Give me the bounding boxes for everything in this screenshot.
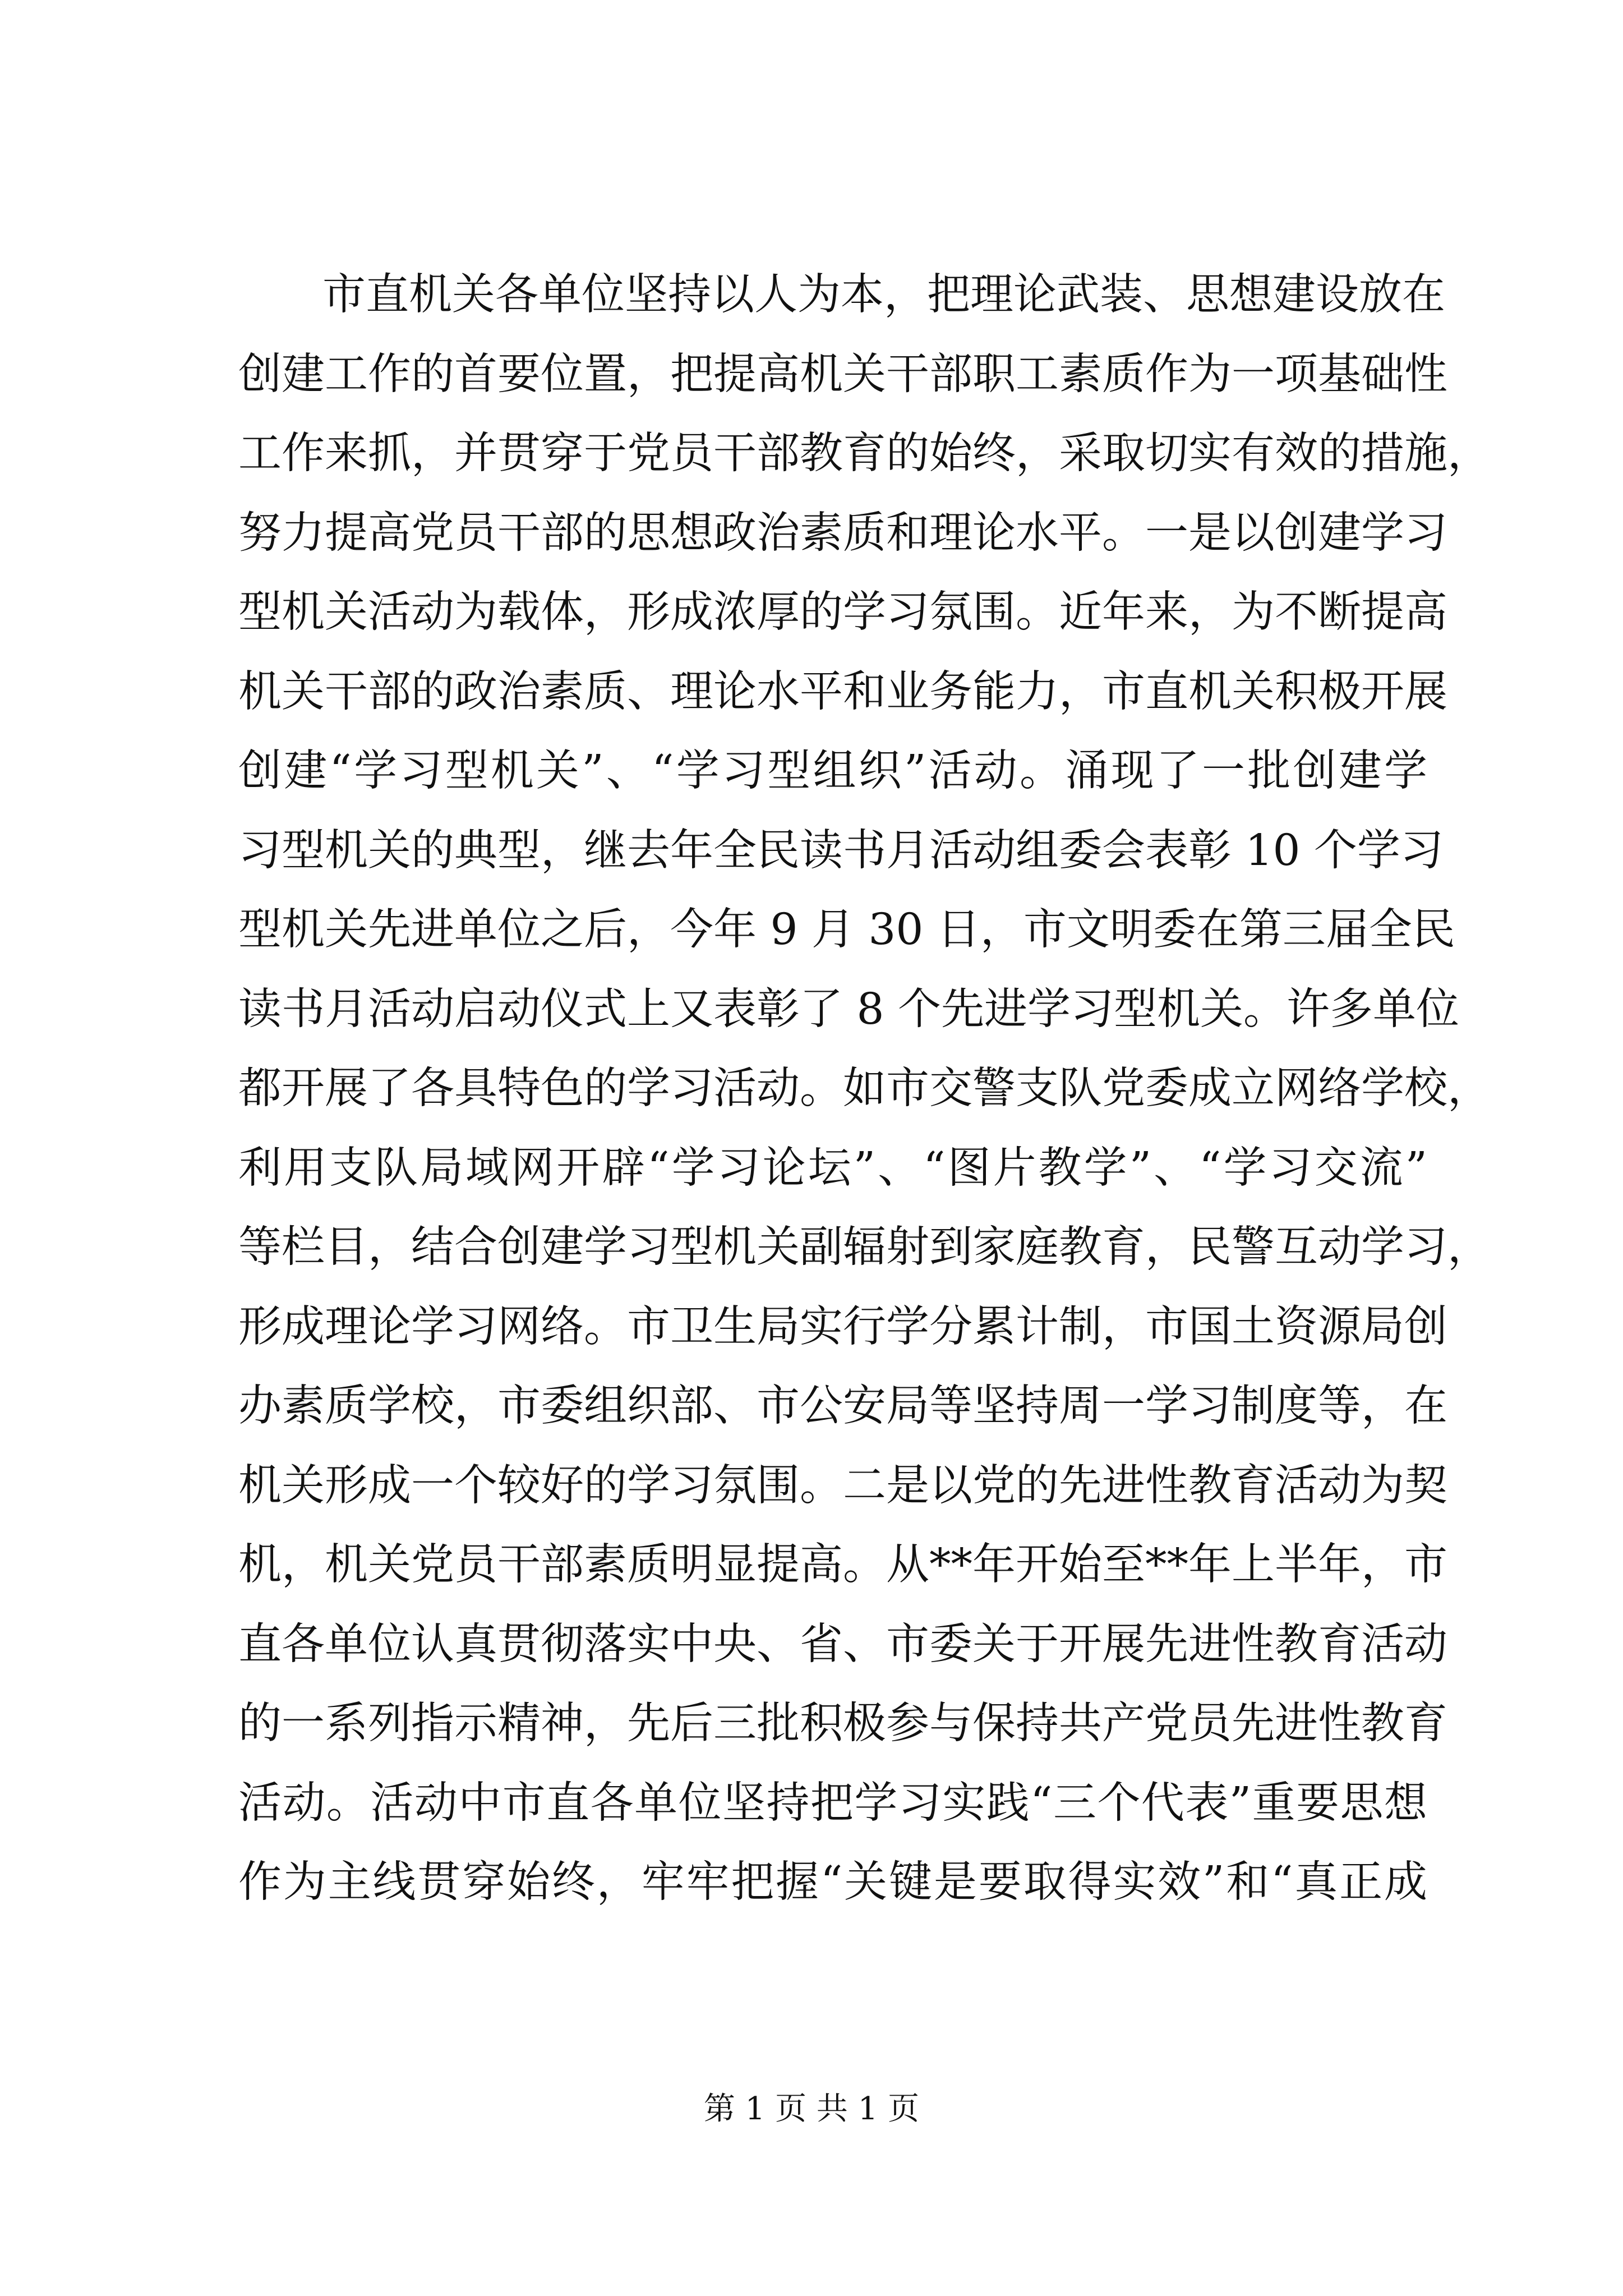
paragraph-line: 机关干部的政治素质、理论水平和业务能力，市直机关积极开展	[238, 666, 1447, 717]
paragraph-line: 机关形成一个较好的学习氛围。二是以党的先进性教育活动为契	[238, 1460, 1447, 1511]
paragraph-line: 的一系列指示精神，先后三批积极参与保持共产党员先进性教育	[238, 1699, 1447, 1749]
paragraph-line: 创建工作的首要位置，把提高机关干部职工素质作为一项基础性	[238, 349, 1447, 399]
body-paragraph	[238, 255, 1491, 1922]
page-footer: 第 1 页 共 1 页	[703, 2091, 920, 2127]
paragraph-line: 习型机关的典型，继去年全民读书月活动组委会表彰 10 个学习	[238, 825, 1444, 876]
paragraph-line: 都开展了各具特色的学习活动。如市交警支队党委成立网络学校，	[238, 1064, 1491, 1114]
paragraph-line: 活动。活动中市直各单位坚持把学习实践“三个代表”重要思想	[238, 1778, 1427, 1828]
paragraph-line: 等栏目，结合创建学习型机关副辐射到家庭教育，民警互动学习，	[238, 1222, 1491, 1272]
paragraph-line: 利用支队局域网开辟“学习论坛”、“图片教学”、“学习交流”	[238, 1143, 1427, 1193]
paragraph-line: 型机关活动为载体，形成浓厚的学习氛围。近年来，为不断提高	[238, 587, 1447, 637]
paragraph-line: 读书月活动启动仪式上又表彰了 8 个先进学习型机关。许多单位	[238, 984, 1459, 1034]
paragraph-line: 作为主线贯穿始终，牢牢把握“关键是要取得实效”和“真正成	[238, 1857, 1427, 1907]
paragraph-line: 工作来抓，并贯穿于党员干部教育的始终，采取切实有效的措施，	[238, 429, 1491, 478]
paragraph-line: 市直机关各单位坚持以人为本，把理论武装、思想建设放在	[322, 270, 1445, 320]
paragraph-line: 直各单位认真贯彻落实中央、省、市委关于开展先进性教育活动	[238, 1619, 1447, 1669]
paragraph-line: 努力提高党员干部的思想政治素质和理论水平。一是以创建学习	[238, 508, 1447, 558]
paragraph-line: 机，机关党员干部素质明显提高。从**年开始至**年上半年，市	[238, 1540, 1447, 1590]
paragraph-line: 创建“学习型机关”、“学习型组织”活动。涌现了一批创建学	[238, 746, 1427, 796]
paragraph-line: 办素质学校，市委组织部、市公安局等坚持周一学习制度等，在	[238, 1381, 1447, 1431]
paragraph-line: 型机关先进单位之后，今年 9 月 30 日，市文明委在第三届全民	[238, 905, 1455, 955]
paragraph-line: 形成理论学习网络。市卫生局实行学分累计制，市国土资源局创	[238, 1301, 1447, 1352]
